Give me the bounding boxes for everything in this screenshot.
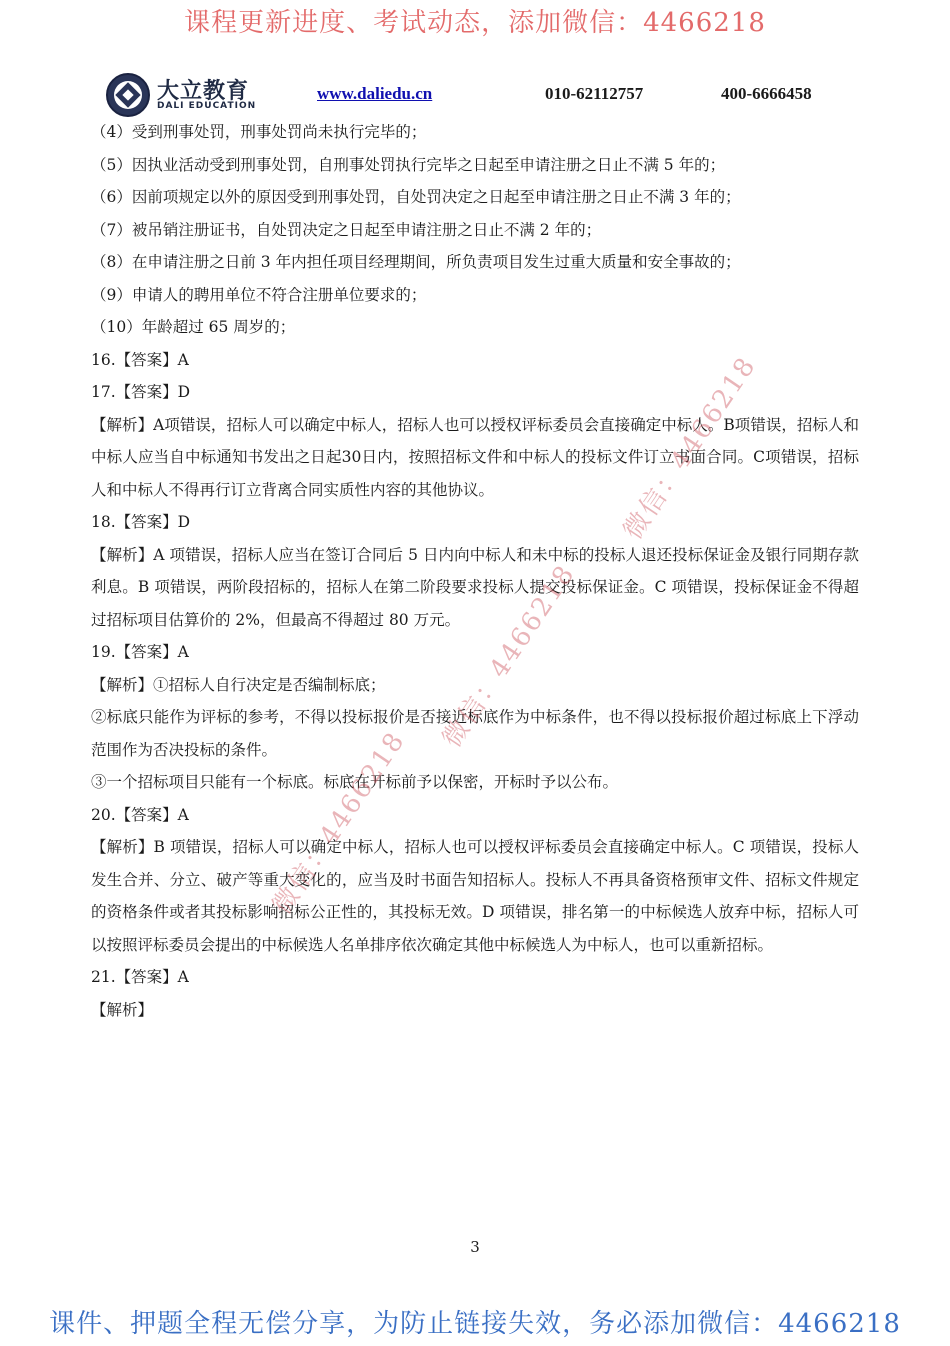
paragraph: （7）被吊销注册证书，自处罚决定之日起至申请注册之日止不满 2 年的； — [91, 220, 602, 239]
watermark: 微信：4466218 — [266, 726, 412, 921]
answer-content — [91, 116, 859, 1026]
analysis-17: 【解析】A项错误，招标人可以确定中标人，招标人也可以授权评标委员会直接确定中标人。B项错误，招标人和中标人应当自中标通知书发出之日起30日内，按照招标文件和中标人的投标文件订立书面合同。C项错误，招标人和中标人不得再行订立背离合同实质性内容的其他协议。 — [91, 415, 859, 499]
bottom-banner: 课件、押题全程无偿分享，为防止链接失效，务必添加微信：4466218 — [49, 1309, 901, 1339]
paragraph: （8）在申请注册之日前 3 年内担任项目经理期间，所负责项目发生过重大质量和安全事故的； — [91, 253, 741, 271]
answer-20: 20.【答案】A — [91, 805, 189, 824]
analysis-20: 【解析】B 项错误，招标人可以确定中标人，招标人也可以授权评标委员会直接确定中标人。C 项错误，投标人发生合并、分立、破产等重大变化的，应当及时书面告知招标人。投标人不再具备资格预审文件、招标文件规定的资格条件或者其投标影响招标公正性的，其投标无效。D 项错误，排名第一的中标候选人放弃中标，招标人可以按照评标委员会提出的中标候选人名单排序依次确定其他中标候选人为中标人，也可以重新招标。 — [91, 838, 859, 954]
website-link[interactable]: www.daliedu.cn — [317, 84, 433, 103]
watermark: 微信：4466218 — [436, 559, 582, 754]
top-banner: 课程更新进度、考试动态，添加微信：4466218 — [184, 8, 766, 38]
answer-19: 19.【答案】A — [91, 643, 189, 661]
analysis-19: 【解析】①招标人自行决定是否编制标底； — [91, 675, 386, 694]
paragraph: （9）申请人的聘用单位不符合注册单位要求的； — [91, 285, 427, 304]
paragraph: ②标底只能作为评标的参考，不得以投标报价是否接近标底作为中标条件，也不得以投标报价超过标底上下浮动范围作为否决投标的条件。 — [91, 708, 859, 759]
answer-21: 21.【答案】A — [91, 968, 189, 986]
answer-16: 16.【答案】A — [91, 350, 189, 369]
paragraph: （5）因执业活动受到刑事处罚，自刑事处罚执行完毕之日起至申请注册之日止不满 5 年的； — [91, 155, 726, 174]
logo-english-name: DALI EDUCATION — [157, 101, 257, 111]
phone-number-hotline: 400-6666458 — [721, 84, 812, 103]
analysis-18: 【解析】A 项错误，招标人应当在签订合同后 5 日内向中标人和未中标的投标人退还投标保证金及银行同期存款利息。B 项错误，两阶段招标的，招标人在第二阶段要求投标人提交投标保证金。C 项错误，投标保证金不得超过招标项目估算价的 2%，但最高不得超过 80 万元。 — [91, 545, 859, 629]
paragraph: ③一个招标项目只能有一个标底。标底在开标前予以保密，开标时予以公布。 — [91, 773, 619, 791]
answer-18: 18.【答案】D — [91, 513, 191, 531]
paragraph: （6）因前项规定以外的原因受到刑事处罚，自处罚决定之日起至申请注册之日止不满 3 年的； — [91, 188, 741, 206]
paragraph: （10）年龄超过 65 周岁的； — [91, 318, 296, 336]
logo-chinese-name: 大立教育 — [157, 79, 250, 104]
watermark: 微信：4466218 — [617, 351, 763, 546]
answer-17: 17.【答案】D — [91, 383, 191, 401]
page-number: 3 — [470, 1238, 480, 1256]
page-header — [105, 70, 865, 120]
dali-logo-icon — [105, 72, 151, 118]
phone-number-primary: 010-62112757 — [545, 84, 644, 103]
paragraph: （4）受到刑事处罚，刑事处罚尚未执行完毕的； — [91, 123, 427, 141]
analysis-21: 【解析】 — [91, 1000, 154, 1019]
